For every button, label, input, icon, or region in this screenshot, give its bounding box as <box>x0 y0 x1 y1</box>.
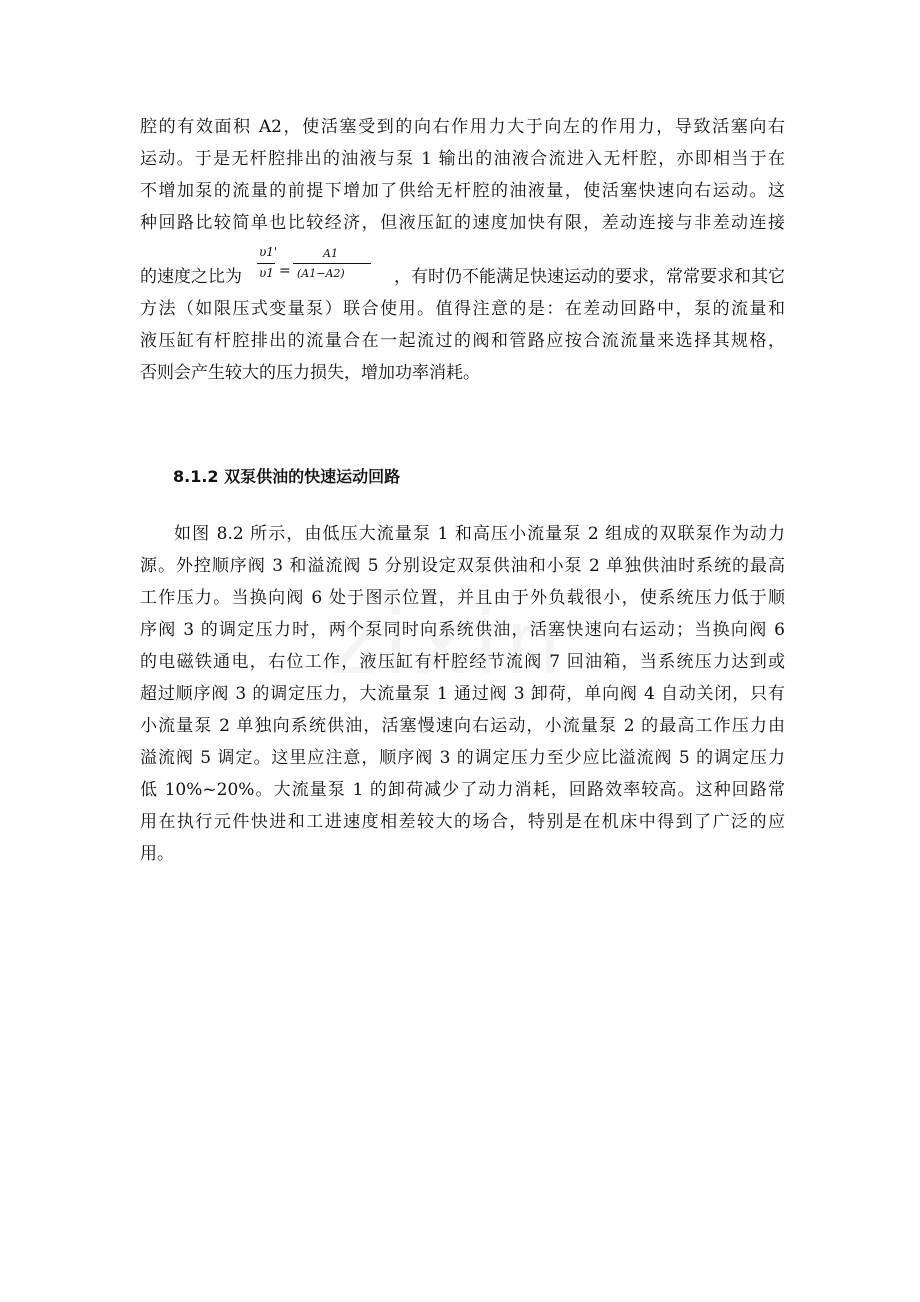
formula-right-denominator: (A1−A2) <box>297 267 345 280</box>
formula-right-numerator: A1 <box>323 247 338 260</box>
fraction-bar <box>257 263 275 264</box>
text-line: 不增加泵的流量的前提下增加了供给无杆腔的油液量，使活塞快速向右运动。这 <box>140 181 785 201</box>
section-heading: 8.1.2 双泵供油的快速运动回路 <box>173 467 401 486</box>
formula-right-fraction <box>293 241 373 287</box>
formula-left-denominator: υ1 <box>259 266 274 280</box>
formula-equals: = <box>279 263 291 279</box>
text-line: 用。 <box>140 844 174 864</box>
text-line: 低 10%~20%。大流量泵 1 的卸荷减少了动力消耗，回路效率较高。这种回路常 <box>140 780 785 800</box>
formula-left-numerator: υ1' <box>259 245 278 259</box>
text-line: 用在执行元件快进和工进速度相差较大的场合，特别是在机床中得到了广泛的应 <box>140 812 785 832</box>
text-line: 小流量泵 2 单独向系统供油，活塞慢速向右运动，小流量泵 2 的最高工作压力由 <box>140 716 785 736</box>
text-line: 方法（如限压式变量泵）联合使用。值得注意的是：在差动回路中，泵的流量和 <box>140 299 785 319</box>
text-line: 如图 8.2 所示，由低压大流量泵 1 和高压小流量泵 2 组成的双联泵作为动力 <box>174 524 785 544</box>
text-line: 液压缸有杆腔排出的流量合在一起流过的阀和管路应按合流流量来选择其规格， <box>140 331 785 351</box>
fraction-bar <box>293 263 371 264</box>
text-line: 超过顺序阀 3 的调定压力，大流量泵 1 通过阀 3 卸荷，单向阀 4 自动关闭，只有 <box>140 684 785 704</box>
text-line: 腔的有效面积 A2，使活塞受到的向右作用力大于向左的作用力，导致活塞向右 <box>140 117 785 137</box>
formula-prefix: 的速度之比为 <box>140 267 242 287</box>
paragraph-differential-circuit <box>140 111 785 389</box>
text-line: 运动。于是无杆腔排出的油液与泵 1 输出的油液合流进入无杆腔，亦即相当于在 <box>140 149 785 169</box>
text-line: 的电磁铁通电，右位工作，液压缸有杆腔经节流阀 7 回油箱，当系统压力达到或 <box>140 652 785 672</box>
text-line: 溢流阀 5 调定。这里应注意，顺序阀 3 的调定压力至少应比溢流阀 5 的调定压力 <box>140 748 785 768</box>
formula-line <box>140 239 785 293</box>
text-line: 序阀 3 的调定压力时，两个泵同时向系统供油，活塞快速向右运动；当换向阀 6 <box>140 620 785 640</box>
speed-ratio-formula <box>257 241 373 287</box>
formula-suffix: ，有时仍不能满足快速运动的要求，常常要求和其它 <box>394 267 785 287</box>
text-line: 种回路比较简单也比较经济，但液压缸的速度加快有限，差动连接与非差动连接 <box>140 213 785 233</box>
text-line: 源。外控顺序阀 3 和溢流阀 5 分别设定双泵供油和小泵 2 单独供油时系统的最高 <box>140 556 785 576</box>
text-line: 否则会产生较大的压力损失，增加功率消耗。 <box>140 363 480 383</box>
formula-left-fraction <box>257 241 277 287</box>
paragraph-dual-pump-circuit <box>140 518 785 870</box>
text-line: 工作压力。当换向阀 6 处于图示位置，并且由于外负载很小，使系统压力低于顺 <box>140 588 785 608</box>
